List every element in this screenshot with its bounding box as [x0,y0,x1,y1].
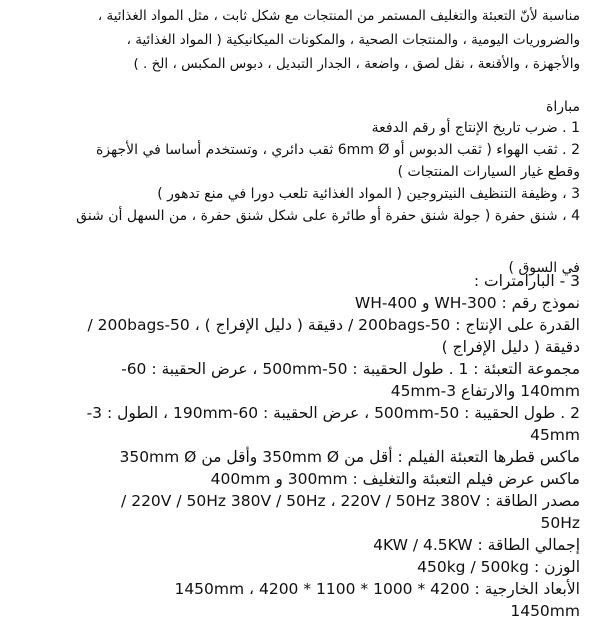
features-heading: مباراة [546,99,580,115]
parameter-line: مصدر الطاقة : 220V / 50Hz 380V / 50Hz ، 220V / 50Hz 380V / [121,492,580,510]
parameter-line: 50Hz [540,514,580,532]
parameter-line: 45mm [530,426,580,444]
parameter-line: ماكس قطرها التعبئة الفيلم : أقل من 350mm Ø وأقل من 350mm Ø [119,448,580,466]
intro-line: مناسبة لأنّ التعبئة والتغليف المستمر من المنتجات مع شكل ثابت ، مثل المواد الغذائية ، [97,8,580,24]
parameter-line: 2 . طول الحقيبة : 50-500mm ، عرض الحقيبة : 60-190mm ، الطول : 3- [86,404,580,422]
parameter-line: 1450mm [510,602,580,620]
parameter-line: 140mm والارتفاع 3-45mm [390,382,580,400]
intro-line: والأجهزة ، والأقنعة ، نقل لصق ، واضعة ، الجدار التبديل ، دبوس المكبس ، الخ . ) [133,56,580,72]
intro-line: والضروريات اليومية ، والمنتجات الصحية ، والمكونات الميكانيكية ( المواد الغذائية ، [126,32,580,48]
feature-line: 1 . ضرب تاريخ الإنتاج أو رقم الدفعة [371,120,580,136]
parameters-heading: 3 - البارامترات : [473,272,580,290]
parameter-line: نموذج رقم : WH-300 و WH-400 [354,294,580,312]
parameter-line: الوزن : 450kg / 500kg [417,558,580,576]
parameter-line: الأبعاد الخارجية : 4200 * 1000 * 1100 * 4200 ، 1450mm [174,580,580,598]
feature-line: وقطع غيار السيارات المنتجات ) [397,164,580,180]
parameter-line: ماكس عرض فيلم التعبئة والتغليف : 300mm و 400mm [210,470,580,488]
feature-line: 3 ، وظيفة التنظيف النيتروجين ( المواد الغذائية تلعب دورا في منع تدهور ) [157,186,580,202]
parameter-line: دقيقة ( دليل الإفراج ) [441,338,580,356]
parameter-line: إجمالي الطاقة : 4KW / 4.5KW [373,536,580,554]
feature-line: 4 ، شنق حفرة ( جولة شنق حفرة أو طائرة على شكل شنق حفرة ، من السهل أن شنق [76,208,580,224]
parameter-line: القدرة على الإنتاج : 50-200bags / دقيقة ( دليل الإفراج ) ، 50-200bags / [87,316,580,334]
feature-line: 2 . ثقب الهواء ( ثقب الدبوس أو 6mm Ø ثقب دائري ، وتستخدم أساسا في الأجهزة [95,142,580,158]
parameter-line: مجموعة التعبئة : 1 . طول الحقيبة : 50-500mm ، عرض الحقيبة : 60- [121,360,580,378]
feature-line: في السوق ) [508,260,580,276]
